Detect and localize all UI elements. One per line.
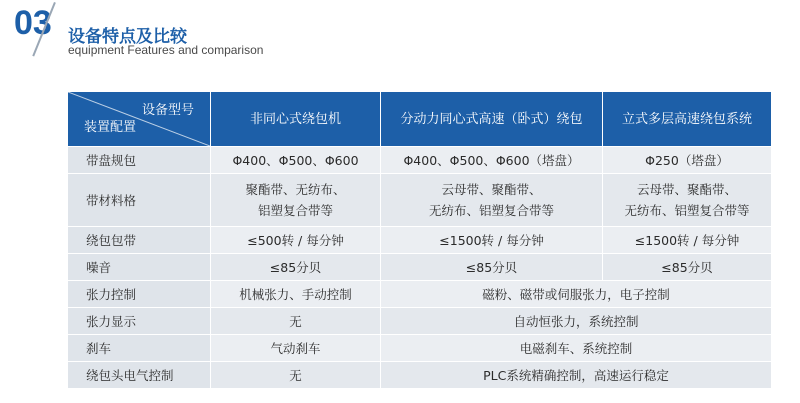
table-cell: 机械张力、手动控制 [211,281,381,308]
table-cell: ≤1500转 / 每分钟 [603,227,772,254]
table-row [68,147,772,174]
table-cell-merged: 磁粉、磁带或伺服张力，电子控制 [381,281,772,308]
table-cell: Φ250（塔盘） [603,147,772,174]
table-cell [211,174,381,227]
table-row [68,308,772,335]
row-label: 张力显示 [68,308,211,335]
table-cell-merged: PLC系统精确控制，高速运行稳定 [381,362,772,389]
section-subtitle: equipment Features and comparison [68,43,264,57]
table-cell-merged: 自动恒张力，系统控制 [381,308,772,335]
corner-label-model: 设备型号 [141,103,194,118]
cell-line: 云母带、聚酯带、 [441,182,542,197]
table-cell [603,174,772,227]
corner-header-cell [68,92,211,147]
row-label: 绕包头电气控制 [68,362,211,389]
section-title: 设备特点及比较 [68,27,187,47]
table-cell: 无 [211,308,381,335]
table-row [68,174,772,227]
table-cell: Φ400、Φ500、Φ600 [211,147,381,174]
row-label: 噪音 [68,254,211,281]
column-header: 分动力同心式高速（卧式）绕包 [381,92,603,147]
table-cell: ≤85分贝 [211,254,381,281]
row-label: 张力控制 [68,281,211,308]
cell-line: 云母带、聚酯带、 [636,182,737,197]
table-row [68,227,772,254]
table-cell-merged: 电磁刹车、系统控制 [381,335,772,362]
column-header: 非同心式绕包机 [211,92,381,147]
table-cell: Φ400、Φ500、Φ600（塔盘） [381,147,603,174]
table-cell [381,174,603,227]
table-row [68,335,772,362]
table-cell: ≤500转 / 每分钟 [211,227,381,254]
table-cell: ≤85分贝 [603,254,772,281]
row-label: 绕包包带 [68,227,211,254]
cell-line: 聚酯带、无纺布、 [245,182,346,197]
table-row [68,281,772,308]
table-row [68,362,772,389]
row-label: 带材料格 [68,174,211,227]
comparison-table [67,91,772,389]
cell-line: 无纺布、铝塑复合带等 [624,203,750,218]
table-cell: ≤85分贝 [381,254,603,281]
table-row [68,254,772,281]
table-cell: 无 [211,362,381,389]
row-label: 带盘规包 [68,147,211,174]
column-header: 立式多层高速绕包系统 [603,92,772,147]
section-number: 03 [14,4,52,42]
cell-line: 无纺布、铝塑复合带等 [428,203,554,218]
table-cell: ≤1500转 / 每分钟 [381,227,603,254]
row-label: 刹车 [68,335,211,362]
corner-label-config: 装置配置 [84,120,137,135]
cell-line: 铝塑复合带等 [257,203,333,218]
table-cell: 气动刹车 [211,335,381,362]
table-header-row [68,92,772,147]
